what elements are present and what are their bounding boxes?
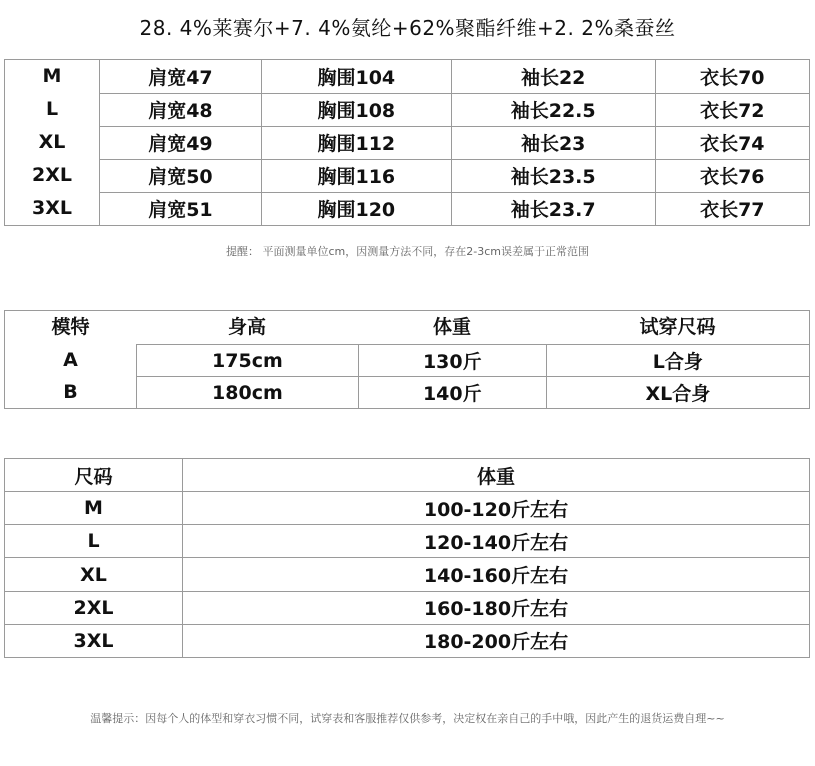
length-cell: 衣长74 bbox=[655, 126, 809, 159]
height-cell: 175cm bbox=[137, 345, 359, 377]
sleeve-cell: 袖长23.7 bbox=[451, 192, 655, 225]
table-row bbox=[5, 624, 810, 657]
shoulder-cell: 肩宽49 bbox=[100, 126, 262, 159]
size-column bbox=[5, 60, 99, 225]
sleeve-cell: 袖长22.5 bbox=[451, 93, 655, 126]
table-header-row bbox=[5, 459, 810, 492]
size-cell: 2XL bbox=[5, 591, 183, 624]
header-height: 身高 bbox=[227, 316, 266, 338]
chest-cell: 胸围108 bbox=[261, 93, 451, 126]
chest-cell: 胸围112 bbox=[261, 126, 451, 159]
header-size: 尺码 bbox=[5, 459, 183, 492]
table-row bbox=[5, 525, 810, 558]
weight-range-cell: 160-180斤左右 bbox=[183, 591, 810, 624]
sleeve-cell: 袖长22 bbox=[451, 60, 655, 93]
weight-range-cell: 180-200斤左右 bbox=[183, 624, 810, 657]
size-cell: L bbox=[5, 525, 183, 558]
table-row bbox=[137, 377, 810, 409]
sleeve-cell: 袖长23 bbox=[451, 126, 655, 159]
table-row bbox=[100, 93, 810, 126]
table-row bbox=[5, 591, 810, 624]
height-cell: 180cm bbox=[137, 377, 359, 409]
table-row bbox=[5, 492, 810, 525]
shoulder-cell: 肩宽50 bbox=[100, 159, 262, 192]
model-label: A bbox=[63, 349, 78, 371]
table-row bbox=[100, 126, 810, 159]
sleeve-cell: 袖长23.5 bbox=[451, 159, 655, 192]
size-label: M bbox=[42, 65, 62, 87]
size-label: 3XL bbox=[32, 197, 72, 219]
weight-table bbox=[4, 458, 810, 658]
table-row bbox=[100, 159, 810, 192]
shoulder-cell: 肩宽48 bbox=[100, 93, 262, 126]
header-weight: 体重 bbox=[432, 316, 471, 338]
header-fit: 试穿尺码 bbox=[639, 316, 716, 338]
header-model: 模特 bbox=[51, 316, 90, 338]
shoulder-cell: 肩宽51 bbox=[100, 192, 262, 225]
size-cell: M bbox=[5, 492, 183, 525]
model-grid bbox=[136, 344, 809, 409]
length-cell: 衣长77 bbox=[655, 192, 809, 225]
header-weight: 体重 bbox=[183, 459, 810, 492]
weight-range-cell: 100-120斤左右 bbox=[183, 492, 810, 525]
weight-range-cell: 140-160斤左右 bbox=[183, 558, 810, 591]
model-label: B bbox=[63, 381, 78, 403]
length-cell: 衣长70 bbox=[655, 60, 809, 93]
measurement-note: 提醒： 平面测量单位cm，因测量方法不同，存在2-3cm误差属于正常范围 bbox=[226, 245, 589, 258]
weight-range-cell: 120-140斤左右 bbox=[183, 525, 810, 558]
page-title: 28. 4%莱赛尔+7. 4%氨纶+62%聚酯纤维+2. 2%桑蚕丝 bbox=[139, 16, 676, 40]
length-cell: 衣长72 bbox=[655, 93, 809, 126]
length-cell: 衣长76 bbox=[655, 159, 809, 192]
size-label: 2XL bbox=[32, 164, 72, 186]
fit-cell: XL合身 bbox=[546, 377, 809, 409]
size-cell: 3XL bbox=[5, 624, 183, 657]
shoulder-cell: 肩宽47 bbox=[100, 60, 262, 93]
fit-cell: L合身 bbox=[546, 345, 809, 377]
table-row bbox=[100, 192, 810, 225]
chest-cell: 胸围104 bbox=[261, 60, 451, 93]
model-table bbox=[4, 310, 810, 409]
size-chart-table bbox=[4, 59, 810, 226]
table-row bbox=[5, 558, 810, 591]
chest-cell: 胸围116 bbox=[261, 159, 451, 192]
size-cell: XL bbox=[5, 558, 183, 591]
weight-cell: 130斤 bbox=[358, 345, 546, 377]
table-row bbox=[137, 345, 810, 377]
table-row bbox=[100, 60, 810, 93]
measurements-grid bbox=[99, 60, 809, 225]
weight-cell: 140斤 bbox=[358, 377, 546, 409]
size-label: L bbox=[45, 98, 59, 120]
chest-cell: 胸围120 bbox=[261, 192, 451, 225]
footer-note: 温馨提示：因每个人的体型和穿衣习惯不同，试穿表和客服推荐仅供参考，决定权在亲自己的手中哦，因此产生的退货运费自理~~ bbox=[90, 712, 725, 725]
size-label: XL bbox=[38, 131, 66, 153]
